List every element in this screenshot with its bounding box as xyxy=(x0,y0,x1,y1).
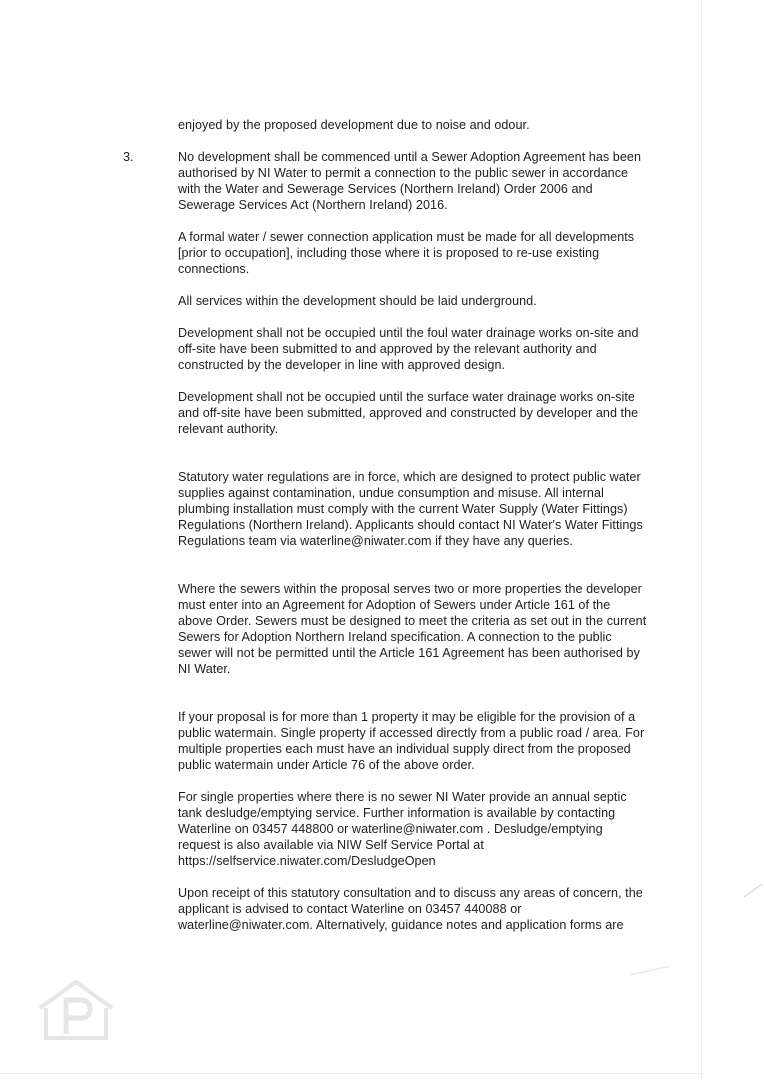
paragraph: A formal water / sewer connection application must be made for all developments [prior to occupation], including those where it is proposed to re-use existing connections. xyxy=(178,230,635,276)
paragraph: Development shall not be occupied until the foul water drainage works on-site and off-site have been submitted to and approved by the relevant authority and constructed by the developer in line with approved design. xyxy=(178,326,639,372)
paragraph: Where the sewers within the proposal serves two or more properties the developer must enter into an Agreement for Adoption of Sewers under Article 161 of the above Order. Sewers must be designed to meet the criteria as set out in the current Sewers for Adoption Northern Ireland specification. A connection to the public sewer will not be permitted until the Article 161 Agreement has been authorised by NI Water. xyxy=(178,582,647,676)
paragraph: No development shall be commenced until a Sewer Adoption Agreement has been authorised by NI Water to permit a connection to the public sewer in accordance with the Water and Sewerage Services (Northern Ireland) Order 2006 and Sewerage Services Act (Northern Ireland) 2016. xyxy=(178,150,642,212)
paragraph: Upon receipt of this statutory consultation and to discuss any areas of concern, the applicant is advised to contact Waterline on 03457 440088 or waterline@niwater.com. Alternatively, guidance notes and application forms are xyxy=(178,886,643,932)
document-body xyxy=(178,117,668,933)
paragraph: If your proposal is for more than 1 property it may be eligible for the provision of a public watermain. Single property if accessed directly from a public road / area. For multiple properties each must have an individual supply direct from the proposed public watermain under Article 76 of the above order. xyxy=(178,710,645,772)
paragraph: Statutory water regulations are in force, which are designed to protect public water supplies against contamination, undue consumption and misuse. All internal plumbing installation must comply with the current Water Supply (Water Fittings) Regulations (Northern Ireland). Applicants should contact NI Water's Water Fittings Regulations team via waterline@niwater.com if they have any queries. xyxy=(178,470,643,548)
page-bottom-line xyxy=(0,1073,702,1074)
item-number: 3. xyxy=(123,150,134,164)
paragraph: Development shall not be occupied until the surface water drainage works on-site and off-site have been submitted, approved and constructed by developer and the relevant authority. xyxy=(178,390,639,436)
house-p-logo-icon xyxy=(36,978,116,1042)
paragraph: For single properties where there is no sewer NI Water provide an annual septic tank desludge/emptying service. Further information is available by contacting Waterline on 03457 448800 or waterline@niwater.com . Desludge/emptying request is also available via NIW Self Service Portal at https://selfservice.niwater.com/DesludgeOpen xyxy=(178,790,627,868)
paragraph: All services within the development should be laid underground. xyxy=(178,294,537,308)
page-edge-line xyxy=(701,0,702,1080)
paragraph: enjoyed by the proposed development due to noise and odour. xyxy=(178,118,530,132)
scan-speck xyxy=(630,966,669,975)
scan-speck xyxy=(744,884,763,897)
